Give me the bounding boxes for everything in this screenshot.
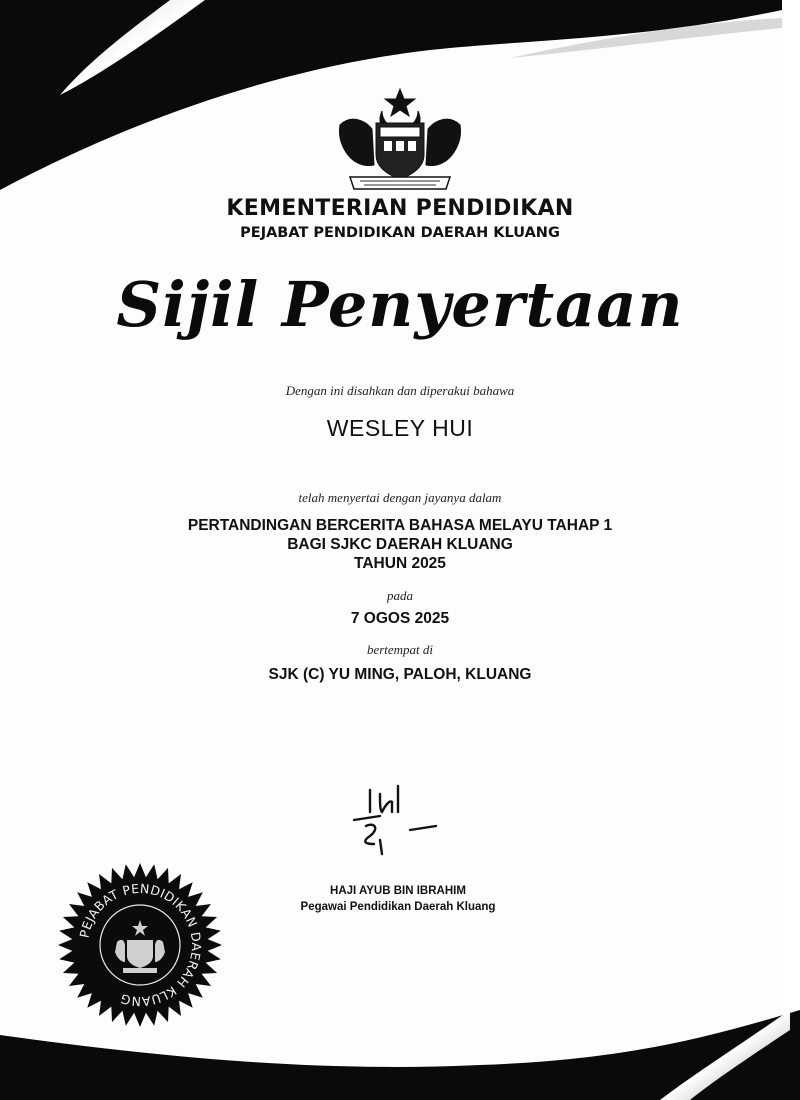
office-name: PEJABAT PENDIDIKAN DAERAH KLUANG — [240, 225, 560, 241]
ministry-title: KEMENTERIAN PENDIDIKAN — [226, 196, 574, 221]
recipient-name: WESLEY HUI — [326, 415, 474, 441]
event-line-3: TAHUN 2025 — [354, 555, 446, 572]
on-text: pada — [387, 588, 413, 603]
signature-icon — [340, 782, 450, 862]
certify-text: Dengan ini disahkan dan diperakui bahawa — [285, 383, 515, 398]
coat-of-arms-icon — [320, 85, 480, 195]
official-seal-icon — [55, 860, 225, 1030]
event-venue: SJK (C) YU MING, PALOH, KLUANG — [268, 666, 532, 683]
signatory-position: Pegawai Pendidikan Daerah Kluang — [300, 901, 496, 913]
event-line-1: PERTANDINGAN BERCERITA BAHASA MELAYU TAHAP 1 — [187, 517, 613, 534]
at-text: bertempat di — [366, 642, 434, 657]
certificate-title: Sijil Penyertaan — [116, 268, 684, 341]
event-line-2: BAGI SJKC DAERAH KLUANG — [287, 536, 513, 553]
participated-text: telah menyertai dengan jayanya dalam — [298, 490, 502, 505]
event-title — [0, 516, 800, 573]
signatory-name: HAJI AYUB BIN IBRAHIM — [330, 885, 466, 897]
event-date: 7 OGOS 2025 — [350, 610, 450, 627]
stamp-text: PEJABAT PENDIDIKAN DAERAH KLUANG — [76, 880, 205, 1010]
